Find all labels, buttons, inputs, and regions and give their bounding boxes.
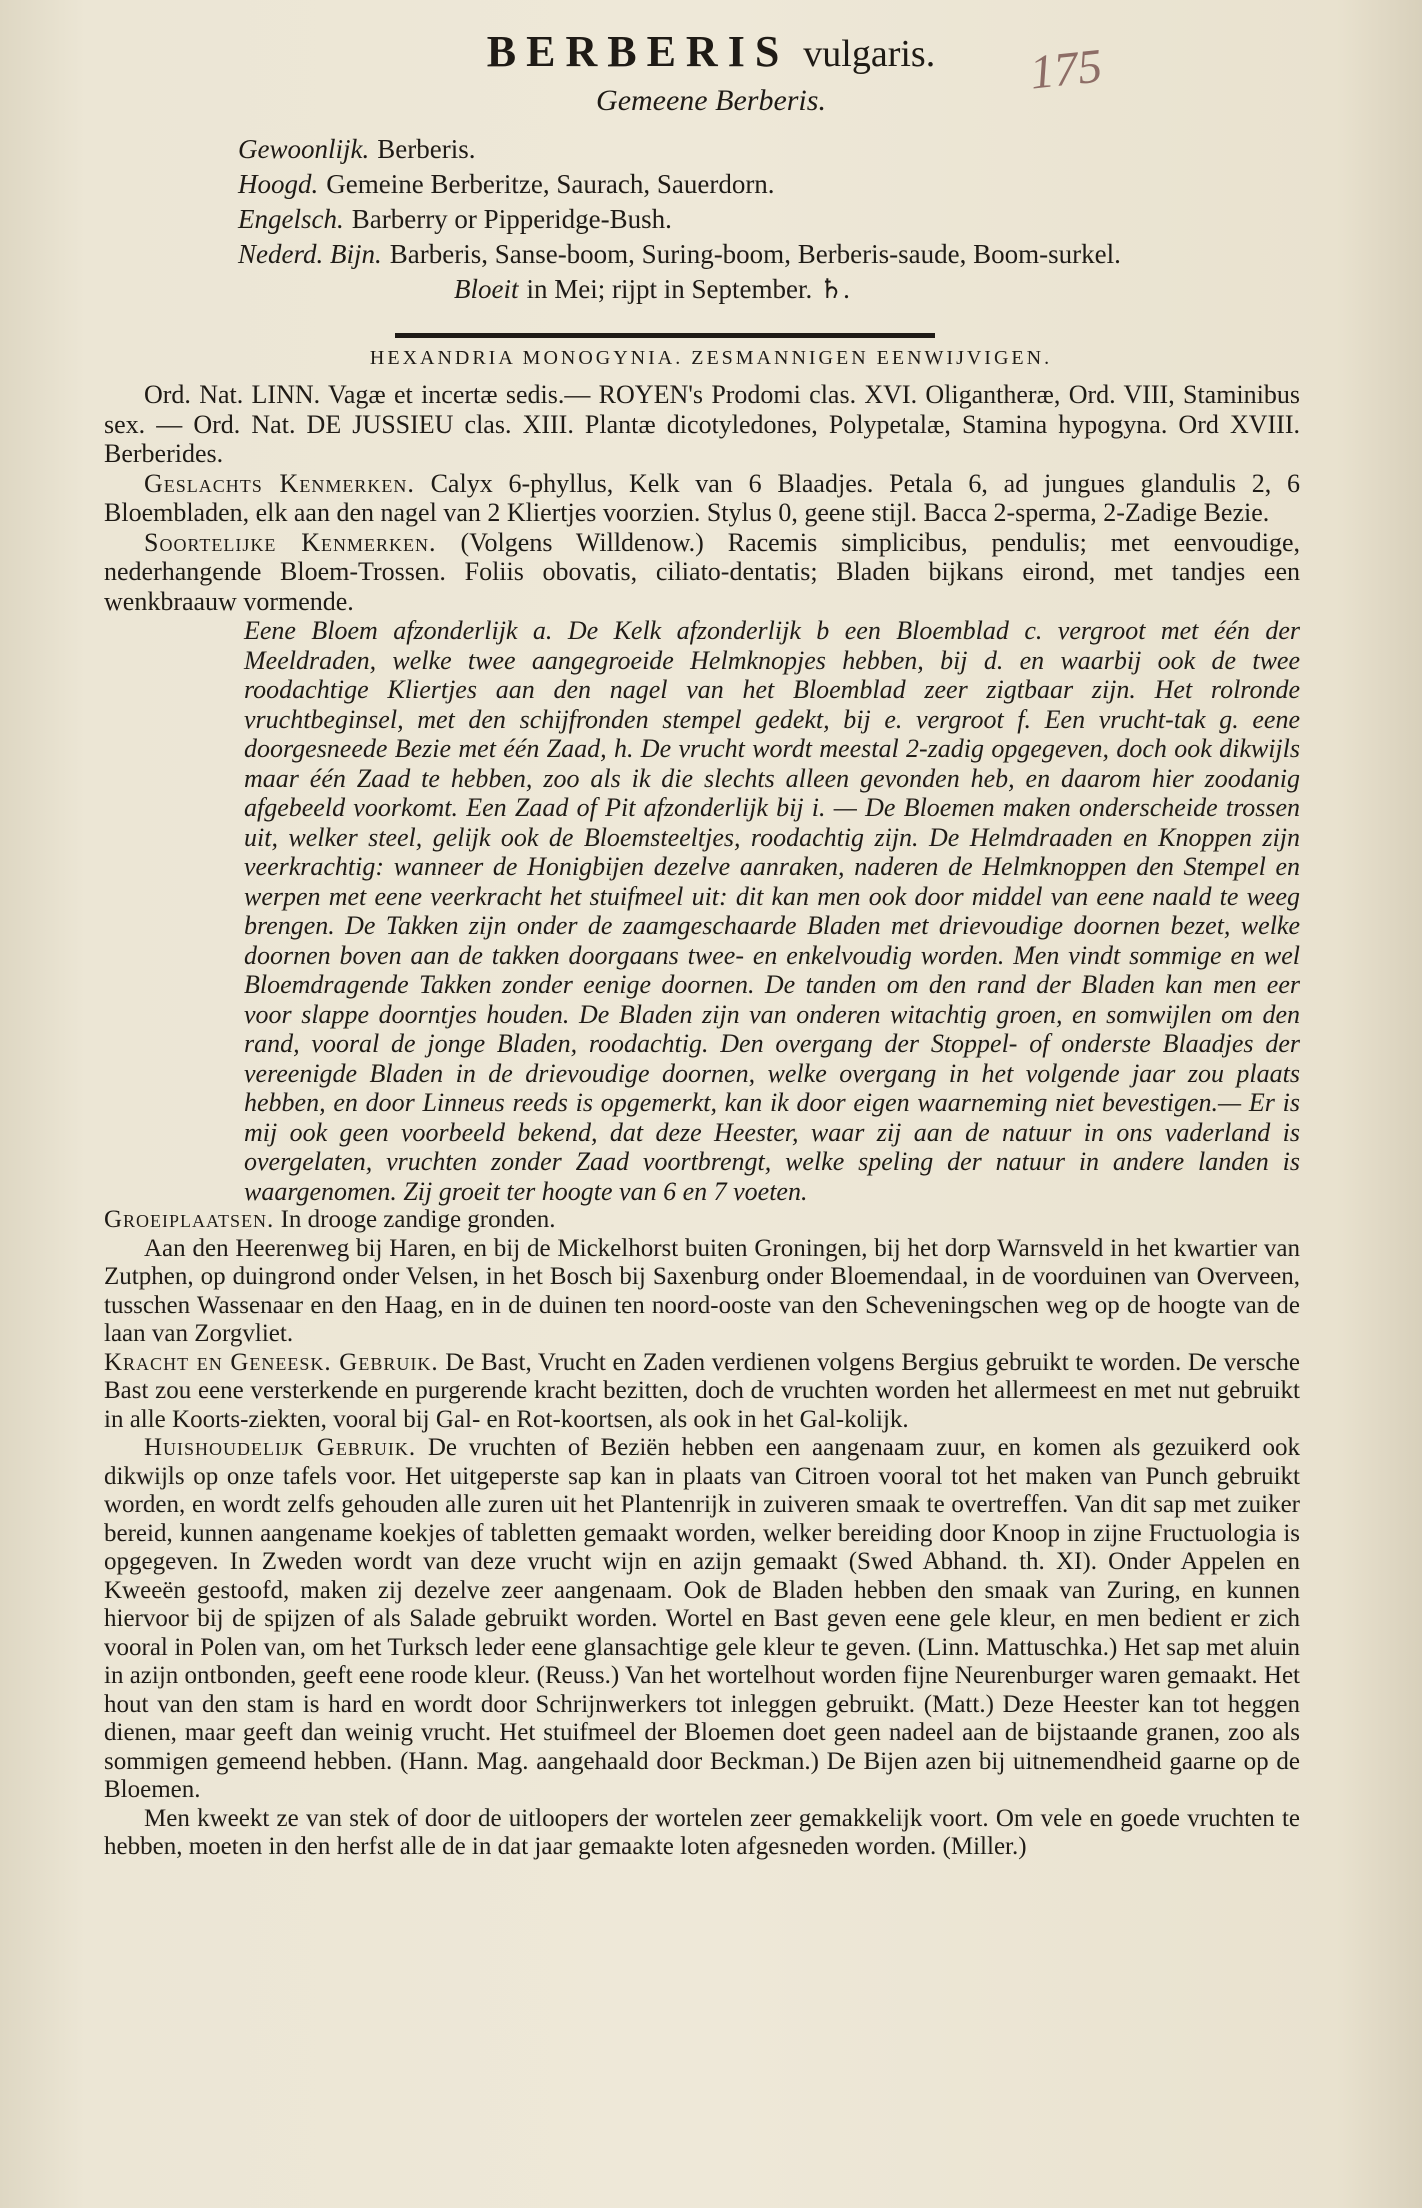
name-row: Nederd. Bijn. Barberis, Sanse-boom, Suring-boom, Berberis-saude, Boom-surkel. [238,239,1121,269]
medicinal-paragraph: Kracht en Geneesk. Gebruik. De Bast, Vrucht en Zaden verdienen volgens Bergius gebruikt te worden. De versche Bast zou eene versterkende en purgerende kracht bezitten, doch de vruchten worden het allermeest en met nut gebruikt in alle Koorts-ziekten, vooral bij Gal- en Rot-koortsen, als ook in het Gal-kolijk. [104,1348,1300,1433]
household-paragraph: Huishoudelijk Gebruik. De vruchten of Beziën hebben een aangenaam zuur, en komen als gezuikerd ook dikwijls op onze tafels voor. Het uitgeperste sap kan in plaats van Citroen vooral tot het maken van Punch gebruikt worden, en wordt zelfs gehouden alle zuren uit het Plantenrijk in zuiveren smaak te overtreffen. Van dit sap met zuiker bereid, kunnen aangename koekjes of tabletten gemaakt worden, welker bereiding door Knoop in zijne Fructuologia is opgegeven. In Zweden wordt van deze vrucht wijn en azijn gemaakt (Swed Abhand. th. XI). Onder Appelen en Kweeën gestoofd, maken zij dezelve zeer aangenaam. Ook de Bladen hebben den smaak van Zuring, en kunnen hiervoor bij de spijzen of als Salade gebruikt worden. Wortel en Bast geven eene gele kleur, en men bedient er zich vooral in Polen van, om het Turksch leder eene glansachtige gele kleur te geven. (Linn. Mattuschka.) Het sap met aluin in azijn ontbonden, geeft eene roode kleur. (Reuss.) Van het wortelhout worden fijne Neurenburger waren gemaakt. Het hout van den stam is hard en wordt door Schrijnwerkers tot inleggen gebruikt. (Matt.) Deze Heester kan tot heggen dienen, maar geeft dan weinig vrucht. Het stuifmeel der Bloemen doet geen nadeel aan de bijstaande granen, zoo als sommigen gemeend hebben. (Hann. Mag. aangehaald door Beckman.) De Bijen azen bij uitnemendheid gaarne op de Bloemen. [104,1434,1300,1803]
habitat-paragraph: Groeiplaatsen. In drooge zandige gronden. [104,1206,556,1233]
habitat-places: Aan den Heerenweg bij Haren, en bij de Mickelhorst buiten Groningen, bij het dorp Warnsveld in het kwartier van Zutphen, op duingrond onder Velsen, in het Bosch bij Saxenburg onder Bloemendaal, in de voorduinen van Overveen, tusschen Wassenaar en den Haag, en in de duinen ten noord-ooste van den Scheveningschen weg op de hoogte van de laan van Zorgvliet. [104,1234,1300,1347]
species-name: vulgaris. [803,33,936,75]
plate-description: Eene Bloem afzonderlijk a. De Kelk afzonderlijk b een Bloemblad c. vergroot met één der Meeldraden, welke twee aangegroeide Helmknopjes hebben, bij d. en waarbij ook de twee roodachtige Kliertjes aan den nagel van het Bloemblad zeer zigtbaar zijn. Het rolronde vruchtbeginsel, met den schijfronden stempel gedekt, bij e. vergroot f. Een vrucht-tak g. eene doorgesneede Bezie met één Zaad, h. De vrucht wordt meestal 2-zadig opgegeven, doch ook dikwijls maar één Zaad te hebben, zoo als ik die slechts alleen gevonden heb, en daarom hier zoodanig afgebeeld voorkomt. Een Zaad of Pit afzonderlijk bij i. — De Bloemen maken onderscheide trossen uit, welker steel, gelijk ook de Bloemsteeltjes, roodachtig zijn. De Helmdraaden en Knoppen zijn veerkrachtig: wanneer de Honigbijen dezelve aanraken, naderen de Helmknoppen den Stempel en werpen met eene veerkracht het stuifmeel uit: dit kan men ook door middel van eene naald te weeg brengen. De Takken zijn onder de zaamgeschaarde Bladen met drievoudige doornen bezet, welke doornen boven aan de takken doorgaans twee- en enkelvoudig worden. Men vindt sommige en wel Bloemdragende Takken zonder eenige doornen. De tanden om den rand der Bladen kan men eer voor slappe doorntjes houden. De Bladen zijn van onderen witachtig groen, en somwijlen om den rand, vooral de jonge Bladen, roodachtig. Den overgang der Stoppel- of onderste Blaadjes der vereenigde Bladen in de drievoudige doornen, welke overgang in het volgende jaar zou plaats hebben, en door Linneus reeds is opgemerkt, kan ik door eigen waarneming niet bevestigen.— Er is mij ook geen voorbeeld bekend, dat deze Heester, waar zij aan de natuur in ons vaderland is overgelaten, vruchten zonder Zaad voortbrengt, welke speling der natuur in andere landen is waargenomen. Zij groeit ter hoogte van 6 en 7 voeten. [244,616,1300,1206]
genus-characters: Geslachts Kenmerken. Calyx 6-phyllus, Kelk van 6 Blaadjes. Petala 6, ad jungues glandulis 2, 6 Bloembladen, elk aan den nagel van 2 Kliertjes voorzien. Stylus 0, geene stijl. Bacca 2-sperma, 2-Zadige Bezie. [104,468,1300,527]
species-characters: Soortelijke Kenmerken. (Volgens Willdenow.) Racemis simplicibus, pendulis; met eenvoudige, nederhangende Bloem-Trossen. Foliis obovatis, ciliato-dentatis; Bladen bijkans eirond, met tandjes een wenkbraauw vormende. [104,527,1300,616]
name-row: Gewoonlijk. Berberis. [238,134,476,164]
name-row: Engelsch. Barberry or Pipperidge-Bush. [238,204,672,234]
cultivation-paragraph: Men kweekt ze van stek of door de uitloopers der wortelen zeer gemakkelijk voort. Om vele en goede vruchten te hebben, moeten in den herfst alle de in dat jaar gemaakte loten afgesneden worden. (Miller.) [104,1804,1300,1860]
vernacular-names [238,132,1318,307]
main-text [104,380,1300,1862]
handwritten-page-number: 175 [1027,39,1105,100]
tail-sections [104,1206,1300,1862]
common-name: Gemeene Berberis. [596,84,826,117]
name-row: Hoogd. Gemeine Berberitze, Saurach, Sauerdorn. [238,169,775,199]
linnaean-class: HEXANDRIA MONOGYNIA. ZESMANNIGEN EENWIJVIGEN. [369,347,1053,369]
divider-rule [395,333,935,338]
flowering-row: Bloeit in Mei; rijpt in September. ♄. [454,274,850,304]
genus-name: BERBERIS [486,27,790,76]
page-title [0,26,1422,77]
ord-nat-paragraph: Ord. Nat. LINN. Vagæ et incertæ sedis.— ROYEN's Prodomi clas. XVI. Oligantheræ, Ord. VIII, Staminibus sex. — Ord. Nat. DE JUSSIEU clas. XIII. Plantæ dicotyledones, Polypetalæ, Stamina hypogyna. Ord XVIII. Berberides. [104,380,1300,468]
